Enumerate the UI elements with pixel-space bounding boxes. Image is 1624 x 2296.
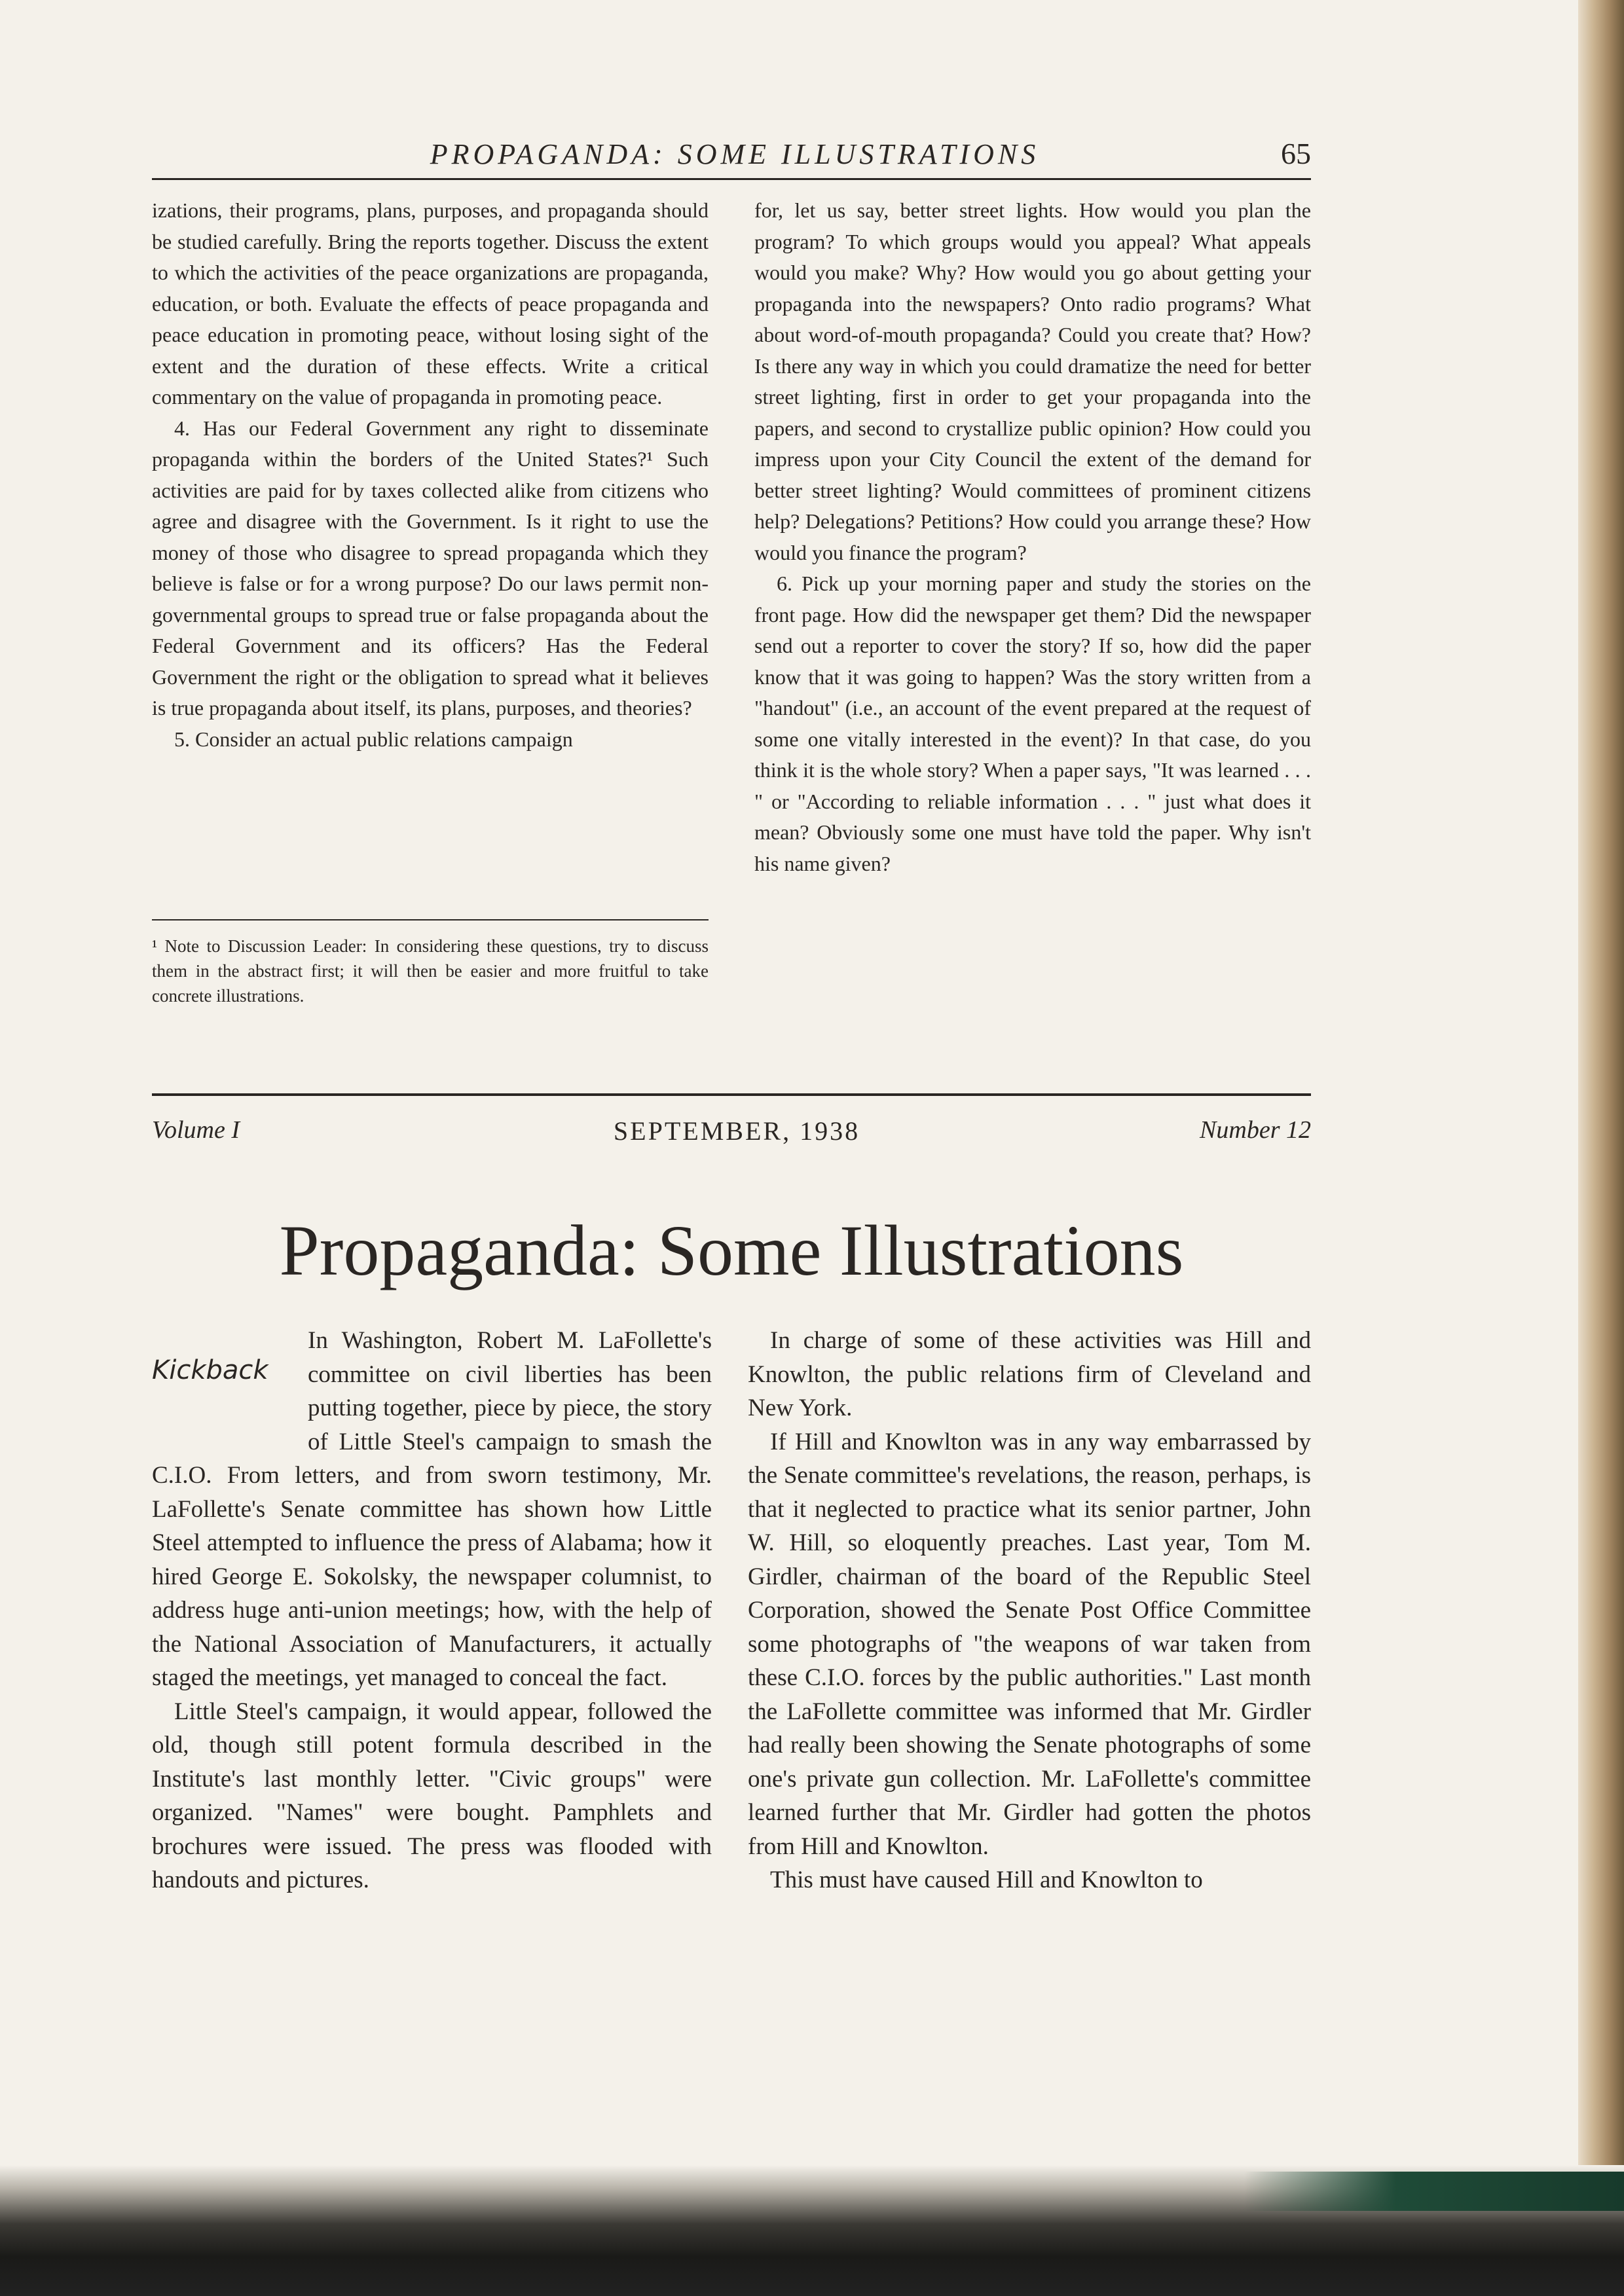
right-column-bottom bbox=[748, 1324, 1311, 1897]
paragraph: 4. Has our Federal Government any right to disseminate propaganda within the borders of the United States?¹ Such activities are paid for by taxes collected alike from citizens who agree and disagree with the Government. Is it right to use the money of those who disagree to spread propaganda which they believe is false or for a wrong purpose? Do our laws permit non-governmental groups to spread true or false propaganda about the Federal Government and its officers? Has the Federal Government the right or the obligation to spread what it believes is true propaganda about itself, its plans, purposes, and theories? bbox=[152, 416, 709, 720]
paragraph: 5. Consider an actual public relations campaign bbox=[174, 727, 573, 751]
footnote-rule bbox=[152, 919, 709, 920]
running-head bbox=[152, 135, 1311, 180]
paragraph: 6. Pick up your morning paper and study the stories on the front page. How did the newspaper get them? Did the newspaper send out a reporter to cover the story? If so, how did the paper know that it was going to happen? Was the story written from a "handout" (i.e., an account of the event prepared at the request of some one vitally interested in the event)? In that case, do you think it is the whole story? When a paper says, "It was learned . . . " or "According to reliable information . . . " just what does it mean? Obviously some one must have told the paper. Why isn't his name given? bbox=[754, 572, 1311, 875]
paragraph: izations, their programs, plans, purposes, and propaganda should be studied carefully. Bring the reports together. Discuss the extent to which the activities of the peace organizations are propaganda, education, or both. Evaluate the effects of peace propaganda and peace education in promoting peace, without losing sight of the extent and the duration of these effects. Write a critical commentary on the value of propaganda in promoting peace. bbox=[152, 198, 709, 409]
issue-number: Number 12 bbox=[1200, 1116, 1311, 1144]
book-cover-edge bbox=[1244, 2172, 1624, 2211]
issue-date: SEPTEMBER, 1938 bbox=[613, 1116, 860, 1146]
footnote: ¹ Note to Discussion Leader: In considering these questions, try to discuss them in the abstract first; it will then be easier and more fruitful to take concrete illustrations. bbox=[152, 936, 709, 1006]
paragraph: In Washington, Robert M. LaFollette's committee on civil liberties has been putting together, piece by piece, the story of Little Steel's campaign to smash the C.I.O. From letters, and from sworn testimony, Mr. LaFollette's Senate committee has shown how Little Steel attempted to influence the press of Alabama; how it hired George E. Sokolsky, the newspaper columnist, to address huge anti-union meetings; how, with the help of the National Association of Manufacturers, it actually staged the meetings, yet managed to conceal the fact. bbox=[152, 1327, 712, 1691]
left-column-bottom bbox=[152, 1324, 712, 1897]
side-heading-space bbox=[152, 1324, 308, 1425]
article-title: Propaganda: Some Illustrations bbox=[279, 1211, 1184, 1290]
paragraph: for, let us say, better street lights. How would you plan the program? To which groups would you appeal? What appeals would you make? Why? How would you go about getting your propaganda into the newspapers? Onto radio programs? What about word-of-mouth propaganda? Could you create that? How? Is there any way in which you could dramatize the need for better street lighting, first in order to get your propaganda into the papers, and second to crystallize public opinion? How could you impress upon your City Council the extent of the demand for better street lighting? Would committees of prominent citizens help? Delegations? Petitions? How could you arrange these? How would you finance the program? bbox=[754, 198, 1311, 564]
paragraph: This must have caused Hill and Knowlton to bbox=[770, 1867, 1203, 1893]
masthead-rule bbox=[152, 1093, 1311, 1096]
volume-label: Volume I bbox=[152, 1116, 240, 1144]
paragraph: In charge of some of these activities was Hill and Knowlton, the public relations firm of Cleveland and New York. bbox=[748, 1327, 1311, 1421]
right-column-top bbox=[754, 195, 1311, 879]
page-number: 65 bbox=[1281, 137, 1311, 170]
running-title: PROPAGANDA: SOME ILLUSTRATIONS bbox=[430, 138, 1040, 170]
book-spine-edge bbox=[1578, 0, 1624, 2296]
left-column-top bbox=[152, 195, 709, 755]
paragraph: Little Steel's campaign, it would appear, followed the old, though still potent formula described in the Institute's last monthly letter. "Civic groups" were organized. "Names" were bought. Pamphlets and brochures were issued. The press was flooded with handouts and pictures. bbox=[152, 1698, 712, 1893]
paragraph: If Hill and Knowlton was in any way embarrassed by the Senate committee's revelations, the reason, perhaps, is that it neglected to practice what its senior partner, John W. Hill, so eloquently preaches. Last year, Tom M. Girdler, chairman of the board of the Republic Steel Corporation, showed the Senate Post Office Committee some photographs of "the weapons of war taken from these C.I.O. forces by the public authorities." Last month the LaFollette committee was informed that Mr. Girdler had really been showing the Senate photographs of some one's private gun collection. Mr. LaFollette's committee learned further that Mr. Girdler had gotten the photos from Hill and Knowlton. bbox=[748, 1428, 1311, 1860]
side-heading: Kickback bbox=[152, 1355, 268, 1385]
